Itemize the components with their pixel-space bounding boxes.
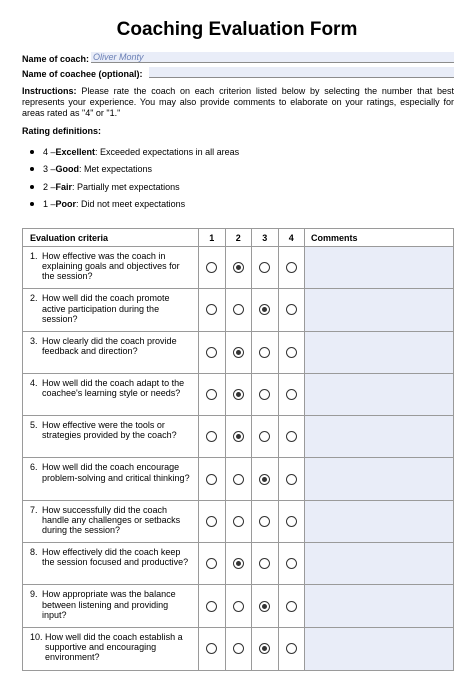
rating-radio-1[interactable] <box>206 431 217 442</box>
table-row <box>23 628 453 670</box>
rating-radio-4[interactable] <box>286 304 297 315</box>
rating-cell-2 <box>226 416 253 457</box>
criterion-cell <box>23 247 199 288</box>
coach-name-row <box>22 52 144 64</box>
rating-radio-2[interactable] <box>233 389 244 400</box>
rating-cell-4 <box>279 289 306 330</box>
instructions-body: Please rate the coach on each criterion listed below by selecting the number that best represents your experience. You may also provide comments to elaborate on your ratings, especially for areas rated as "4" or "1." <box>22 86 454 118</box>
evaluation-table <box>22 228 454 671</box>
selected-dot-icon <box>236 561 241 566</box>
rating-cell-1 <box>199 332 226 373</box>
criterion-number: 7. <box>30 504 38 515</box>
comments-field[interactable] <box>305 416 453 457</box>
coachee-name-field[interactable] <box>149 67 454 78</box>
rating-definition-prefix: 4 – <box>43 146 56 157</box>
rating-radio-4[interactable] <box>286 474 297 485</box>
criterion-number: 3. <box>30 335 38 346</box>
coachee-name-label: Name of coachee (optional): <box>22 69 143 79</box>
rating-radio-1[interactable] <box>206 516 217 527</box>
rating-definition-term: Excellent <box>55 146 96 157</box>
rating-cell-1 <box>199 247 226 288</box>
comments-field[interactable] <box>305 289 453 330</box>
bullet-icon <box>30 185 34 189</box>
rating-cell-4 <box>279 458 306 499</box>
rating-cell-2 <box>226 332 253 373</box>
rating-radio-2[interactable] <box>233 516 244 527</box>
rating-radio-1[interactable] <box>206 474 217 485</box>
rating-cell-3 <box>252 543 279 584</box>
bullet-icon <box>30 202 34 206</box>
instructions-text <box>22 86 454 119</box>
comments-field[interactable] <box>305 374 453 415</box>
header-comments: Comments <box>311 232 358 243</box>
rating-radio-1[interactable] <box>206 304 217 315</box>
comments-field[interactable] <box>305 543 453 584</box>
criterion-cell <box>23 585 199 626</box>
rating-radio-1[interactable] <box>206 643 217 654</box>
rating-radio-1[interactable] <box>206 262 217 273</box>
rating-definition-desc: : Partially met expectations <box>72 181 180 192</box>
table-row <box>23 289 453 331</box>
rating-radio-2[interactable] <box>233 601 244 612</box>
rating-cell-3 <box>252 332 279 373</box>
rating-radio-4[interactable] <box>286 347 297 358</box>
rating-radio-2[interactable] <box>233 643 244 654</box>
rating-radio-3[interactable] <box>259 262 270 273</box>
rating-cell-3 <box>252 501 279 542</box>
rating-radio-2[interactable] <box>233 474 244 485</box>
criterion-number: 4. <box>30 377 38 388</box>
rating-cell-3 <box>252 458 279 499</box>
rating-radio-3[interactable] <box>259 389 270 400</box>
rating-cell-2 <box>226 501 253 542</box>
table-row <box>23 332 453 374</box>
rating-definition-desc: : Exceeded expectations in all areas <box>95 146 240 157</box>
criterion-number: 6. <box>30 462 38 473</box>
rating-radio-1[interactable] <box>206 347 217 358</box>
rating-cell-3 <box>252 585 279 626</box>
comments-field[interactable] <box>305 247 453 288</box>
rating-cell-2 <box>226 585 253 626</box>
rating-radio-4[interactable] <box>286 558 297 569</box>
criterion-cell <box>23 458 199 499</box>
rating-radio-4[interactable] <box>286 643 297 654</box>
rating-definition-term: Fair <box>55 181 73 192</box>
rating-cell-4 <box>279 628 306 670</box>
rating-radio-4[interactable] <box>286 389 297 400</box>
rating-cell-4 <box>279 374 306 415</box>
rating-definition-item <box>22 143 239 161</box>
rating-cell-1 <box>199 374 226 415</box>
rating-definition-prefix: 2 – <box>43 181 56 192</box>
rating-radio-3[interactable] <box>259 516 270 527</box>
criterion-text: How appropriate was the balance between listening and providing input? <box>42 589 176 620</box>
rating-cell-2 <box>226 543 253 584</box>
rating-cell-2 <box>226 374 253 415</box>
form-title: Coaching Evaluation Form <box>116 19 358 40</box>
rating-definitions-list <box>22 143 239 213</box>
rating-cell-4 <box>279 416 306 457</box>
coach-name-field[interactable]: Oliver Monty <box>91 52 454 63</box>
rating-cell-1 <box>199 628 226 670</box>
selected-dot-icon <box>236 350 241 355</box>
criterion-text: How well did the coach promote active participation during the session? <box>42 293 170 324</box>
table-row <box>23 585 453 627</box>
table-header <box>23 229 453 247</box>
header-rating-4: 4 <box>279 229 306 246</box>
rating-radio-2[interactable] <box>233 262 244 273</box>
rating-definition-desc: : Met expectations <box>79 164 153 175</box>
rating-cell-1 <box>199 289 226 330</box>
criterion-cell <box>23 543 199 584</box>
rating-radio-3[interactable] <box>259 558 270 569</box>
selected-dot-icon <box>236 265 241 270</box>
comments-field[interactable] <box>305 332 453 373</box>
rating-definition-term: Poor <box>55 199 77 210</box>
rating-cell-4 <box>279 543 306 584</box>
selected-dot-icon <box>262 646 267 651</box>
criterion-cell <box>23 289 199 330</box>
table-row <box>23 458 453 500</box>
rating-definition-prefix: 1 – <box>43 199 56 210</box>
table-row <box>23 543 453 585</box>
rating-radio-4[interactable] <box>286 516 297 527</box>
rating-definitions-heading: Rating definitions: <box>22 126 101 136</box>
criterion-number: 2. <box>30 293 38 304</box>
criterion-cell <box>23 628 199 670</box>
bullet-icon <box>30 150 34 154</box>
criterion-text: How successfully did the coach handle any challenges or setbacks during the session? <box>42 504 181 536</box>
criterion-cell <box>23 374 199 415</box>
comments-field[interactable] <box>305 501 453 542</box>
rating-cell-1 <box>199 585 226 626</box>
rating-cell-2 <box>226 628 253 670</box>
rating-cell-2 <box>226 458 253 499</box>
rating-definition-term: Good <box>55 164 80 175</box>
criterion-text: How effectively did the coach keep the session focused and productive? <box>42 547 189 568</box>
rating-cell-3 <box>252 416 279 457</box>
criterion-number: 1. <box>30 251 38 261</box>
rating-radio-2[interactable] <box>233 558 244 569</box>
rating-radio-1[interactable] <box>206 601 217 612</box>
rating-cell-4 <box>279 585 306 626</box>
rating-radio-3[interactable] <box>259 304 270 315</box>
criterion-text: How well did the coach establish a supportive and encouraging environment? <box>45 631 183 663</box>
criterion-number: 9. <box>30 589 38 600</box>
criterion-text: How effective were the tools or strategies provided by the coach? <box>42 420 177 441</box>
comments-field[interactable] <box>305 585 453 626</box>
rating-cell-1 <box>199 501 226 542</box>
coach-name-label: Name of coach: <box>22 54 90 64</box>
rating-radio-4[interactable] <box>286 601 297 612</box>
criterion-text: How clearly did the coach provide feedback and direction? <box>42 335 177 356</box>
criterion-text: How well did the coach encourage problem-solving and critical thinking? <box>42 462 190 483</box>
rating-cell-1 <box>199 543 226 584</box>
rating-definition-item <box>22 178 239 196</box>
instructions-label: Instructions: <box>22 86 77 96</box>
rating-radio-4[interactable] <box>286 431 297 442</box>
rating-radio-2[interactable] <box>233 431 244 442</box>
selected-dot-icon <box>262 477 267 482</box>
rating-radio-4[interactable] <box>286 262 297 273</box>
rating-radio-3[interactable] <box>259 601 270 612</box>
header-rating-2: 2 <box>226 229 253 246</box>
header-criteria: Evaluation criteria <box>23 229 199 246</box>
rating-cell-4 <box>279 501 306 542</box>
rating-definition-item <box>22 161 239 179</box>
table-row <box>23 374 453 416</box>
rating-radio-2[interactable] <box>233 304 244 315</box>
rating-cell-2 <box>226 247 253 288</box>
criterion-cell <box>23 416 199 457</box>
rating-cell-4 <box>279 332 306 373</box>
rating-radio-1[interactable] <box>206 389 217 400</box>
rating-radio-3[interactable] <box>259 474 270 485</box>
bullet-icon <box>30 167 34 171</box>
comments-field[interactable] <box>305 458 453 499</box>
selected-dot-icon <box>236 392 241 397</box>
rating-definition-desc: : Did not meet expectations <box>76 199 186 210</box>
selected-dot-icon <box>262 604 267 609</box>
rating-cell-1 <box>199 416 226 457</box>
rating-radio-3[interactable] <box>259 431 270 442</box>
rating-radio-2[interactable] <box>233 347 244 358</box>
coachee-name-row <box>22 69 143 79</box>
rating-radio-3[interactable] <box>259 643 270 654</box>
rating-definition-prefix: 3 – <box>43 164 56 175</box>
criterion-number: 5. <box>30 420 38 431</box>
rating-cell-4 <box>279 247 306 288</box>
comments-field[interactable] <box>305 628 453 670</box>
criterion-cell <box>23 332 199 373</box>
criterion-number: 8. <box>30 547 38 558</box>
rating-definition-item <box>22 196 239 214</box>
rating-radio-1[interactable] <box>206 558 217 569</box>
header-rating-3: 3 <box>252 229 279 246</box>
header-rating-1: 1 <box>199 229 226 246</box>
rating-cell-1 <box>199 458 226 499</box>
criterion-text: How well did the coach adapt to the coachee's learning style or needs? <box>42 377 185 399</box>
rating-cell-2 <box>226 289 253 330</box>
criterion-cell <box>23 501 199 542</box>
table-body <box>23 247 453 670</box>
rating-cell-3 <box>252 289 279 330</box>
rating-cell-3 <box>252 628 279 670</box>
rating-cell-3 <box>252 374 279 415</box>
table-row <box>23 501 453 543</box>
criterion-text: How effective was the coach in explaining goals and objectives for the session? <box>42 251 180 282</box>
table-row <box>23 247 453 289</box>
rating-cell-3 <box>252 247 279 288</box>
table-row <box>23 416 453 458</box>
criterion-number: 10. <box>30 631 43 642</box>
selected-dot-icon <box>236 434 241 439</box>
selected-dot-icon <box>262 307 267 312</box>
rating-radio-3[interactable] <box>259 347 270 358</box>
